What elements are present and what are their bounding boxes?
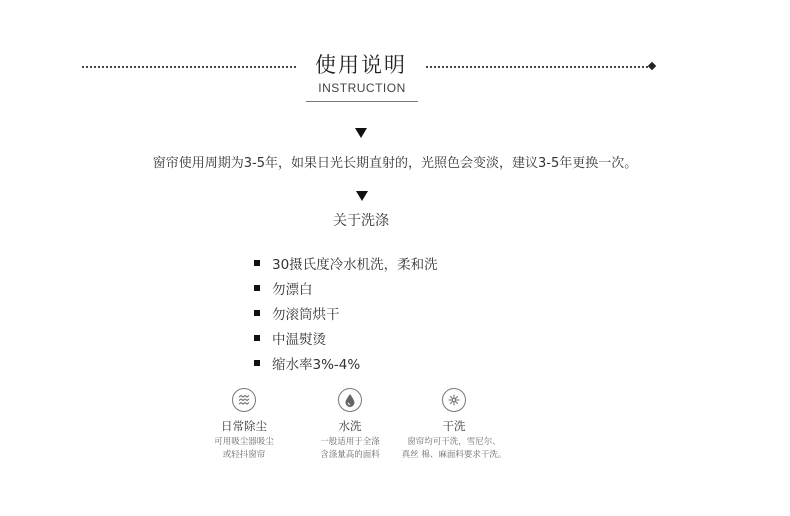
square-bullet-icon [254,360,260,366]
down-arrow-icon [355,128,367,138]
care-dry-clean [384,388,524,462]
list-item-label: 30摄氏度冷水机洗，柔和洗 [272,256,438,273]
care-description-line: 窗帘均可干洗，雪尼尔、 [407,437,501,447]
down-arrow-icon [356,191,368,201]
diamond-icon [648,62,656,70]
care-description-line: 可用吸尘器吸尘 [214,437,274,447]
dry-clean-icon [442,388,466,412]
square-bullet-icon [254,260,260,266]
care-title: 水洗 [338,419,362,433]
usage-note: 窗帘使用周期为3-5年，如果日光长期直射的，光照色会变淡，建议3-5年更换一次。 [152,156,638,171]
list-item [254,300,438,325]
washing-heading: 关于洗涤 [333,213,389,229]
care-description-line: 真丝 棉、麻面料要求干洗。 [401,450,507,460]
care-description-line: 一般适用于全涤 [320,437,380,447]
care-title: 日常除尘 [221,419,267,433]
care-title: 干洗 [442,419,466,433]
list-item [254,325,438,350]
header-subtitle: INSTRUCTION [318,81,406,95]
subtitle-underline [306,101,418,102]
water-drop-icon [338,388,362,412]
list-item [254,250,438,275]
care-description [384,436,524,462]
square-bullet-icon [254,335,260,341]
list-item-label: 勿滚筒烘干 [272,306,340,323]
list-item [254,275,438,300]
list-item [254,350,438,375]
list-item-label: 中温熨烫 [272,331,326,348]
square-bullet-icon [254,285,260,291]
header-dotted-line-left [82,66,296,68]
washing-instructions-list [254,250,438,375]
dust-icon [232,388,256,412]
list-item-label: 缩水率3%-4% [272,356,361,373]
list-item-label: 勿漂白 [272,281,313,298]
care-description-line: 或轻抖窗帘 [222,450,266,460]
square-bullet-icon [254,310,260,316]
header-title: 使用说明 [315,53,407,77]
care-description-line: 含涤量高的面料 [320,450,380,460]
header-dotted-line-right [426,66,648,68]
